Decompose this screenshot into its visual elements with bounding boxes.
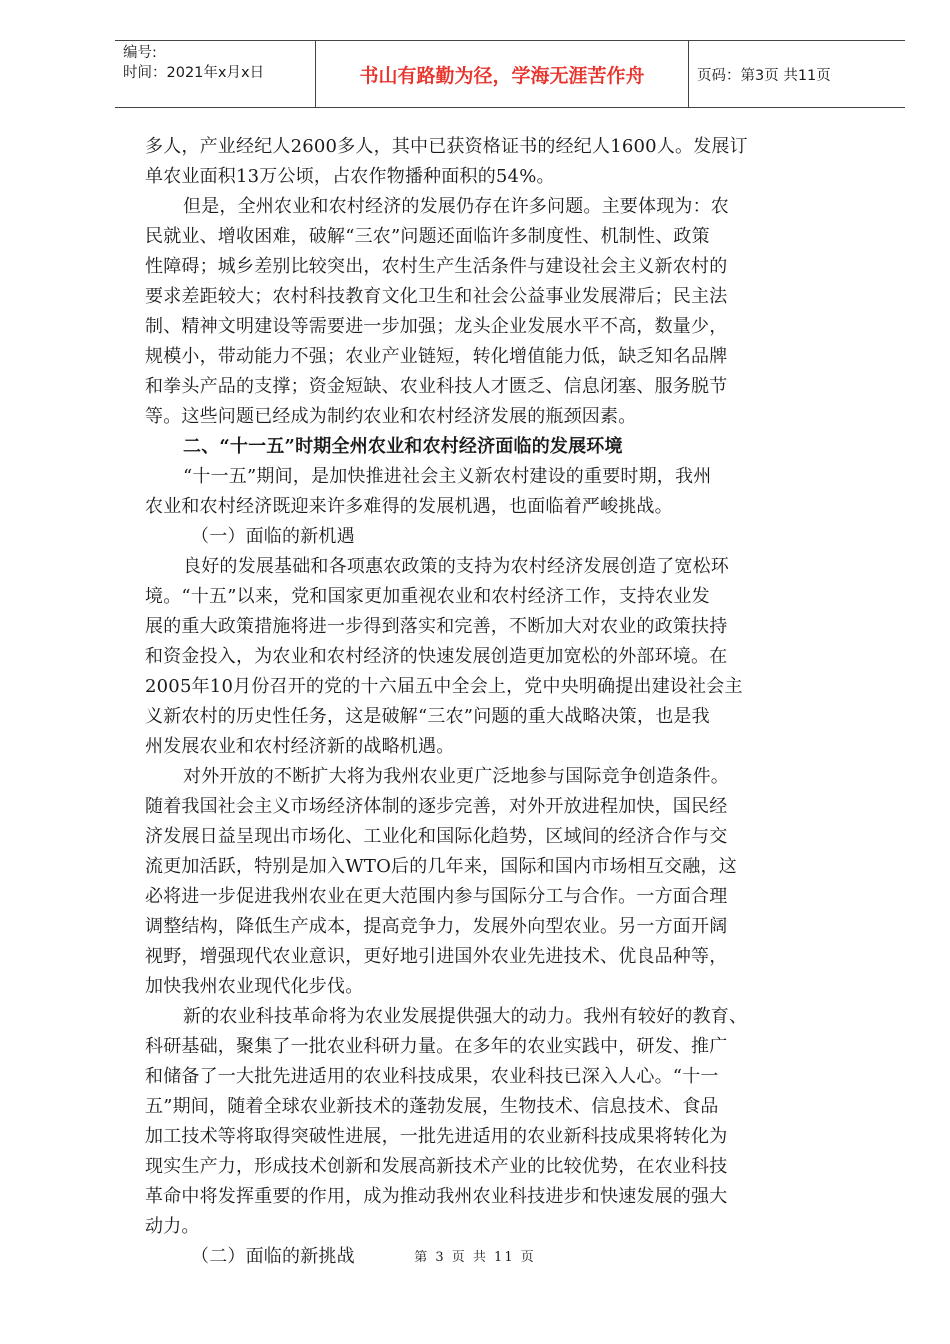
header-page-number: 页码：第3页 共11页	[697, 67, 831, 84]
body-text-line: 单农业面积13万公顷，占农作物播种面积的54%。	[145, 166, 555, 187]
header-motto: 书山有路勤为径，学海无涯苦作舟	[315, 41, 689, 107]
body-text-line: 和储备了一大批先进适用的农业科技成果，农业科技已深入人心。“十一	[145, 1066, 719, 1087]
body-text-line: 加快我州农业现代化步伐。	[145, 976, 364, 997]
document-number-label: 编号:	[123, 45, 157, 61]
body-text-line: 性障碍；城乡差别比较突出，农村生产生活条件与建设社会主义新农村的	[145, 256, 728, 277]
body-text-line: 等。这些问题已经成为制约农业和农村经济发展的瓶颈因素。	[145, 406, 637, 427]
document-time-label: 时间：2021年x月x日	[123, 65, 265, 81]
body-text-line: （二）面临的新挑战	[191, 1246, 355, 1267]
body-text-line: 五”期间，随着全球农业新技术的蓬勃发展，生物技术、信息技术、食品	[145, 1096, 719, 1117]
body-text-line: 流更加活跃，特别是加入WTO后的几年来，国际和国内市场相互交融，这	[145, 856, 737, 877]
body-text-line: 义新农村的历史性任务，这是破解“三农”问题的重大战略决策，也是我	[145, 706, 710, 727]
body-text-line: 视野，增强现代农业意识，更好地引进国外农业先进技术、优良品种等，	[145, 946, 728, 967]
body-text-line: 民就业、增收困难，破解“三农”问题还面临许多制度性、机制性、政策	[145, 226, 710, 247]
body-text-line: 规模小，带动能力不强；农业产业链短，转化增值能力低，缺乏知名品牌	[145, 346, 728, 367]
document-body	[145, 132, 825, 1272]
page-header	[115, 40, 905, 108]
body-text-line: 和资金投入，为农业和农村经济的快速发展创造更加宽松的外部环境。在	[145, 646, 728, 667]
body-text-line: 加工技术等将取得突破性进展，一批先进适用的农业新科技成果将转化为	[145, 1126, 728, 1147]
body-text-line: 展的重大政策措施将进一步得到落实和完善，不断加大对农业的政策扶持	[145, 616, 728, 637]
header-meta	[115, 41, 315, 107]
body-text-line: 但是，全州农业和农村经济的发展仍存在许多问题。主要体现为：农	[183, 196, 729, 217]
body-text-line: 要求差距较大；农村科技教育文化卫生和社会公益事业发展滞后；民主法	[145, 286, 728, 307]
body-text-line: 制、精神文明建设等需要进一步加强；龙头企业发展水平不高，数量少，	[145, 316, 728, 337]
body-text-line: 现实生产力，形成技术创新和发展高新技术产业的比较优势，在农业科技	[145, 1156, 728, 1177]
body-text-line: 动力。	[145, 1216, 200, 1237]
body-text-line: 农业和农村经济既迎来许多难得的发展机遇，也面临着严峻挑战。	[145, 496, 673, 517]
body-text-line: 济发展日益呈现出市场化、工业化和国际化趋势，区域间的经济合作与交	[145, 826, 728, 847]
body-text-line: 对外开放的不断扩大将为我州农业更广泛地参与国际竞争创造条件。	[183, 766, 729, 787]
page-footer: 第 3 页 共 11 页	[414, 1250, 536, 1265]
body-text-line: 良好的发展基础和各项惠农政策的支持为农村经济发展创造了宽松环	[183, 556, 729, 577]
section-heading: 二、“十一五”时期全州农业和农村经济面临的发展环境	[183, 436, 623, 457]
body-text-line: （一）面临的新机遇	[191, 526, 355, 547]
body-text-line: 随着我国社会主义市场经济体制的逐步完善，对外开放进程加快，国民经	[145, 796, 728, 817]
body-text-line: 境。“十五”以来，党和国家更加重视农业和农村经济工作，支持农业发	[145, 586, 710, 607]
body-text-line: 州发展农业和农村经济新的战略机遇。	[145, 736, 455, 757]
body-text-line: 调整结构，降低生产成本，提高竞争力，发展外向型农业。另一方面开阔	[145, 916, 728, 937]
body-text-line: 必将进一步促进我州农业在更大范围内参与国际分工与合作。一方面合理	[145, 886, 728, 907]
body-text-line: 新的农业科技革命将为农业发展提供强大的动力。我州有较好的教育、	[183, 1006, 748, 1027]
body-text-line: 革命中将发挥重要的作用，成为推动我州农业科技进步和快速发展的强大	[145, 1186, 728, 1207]
body-text-line: 多人，产业经纪人2600多人，其中已获资格证书的经纪人1600人。发展订	[145, 136, 748, 157]
body-text-line: “十一五”期间，是加快推进社会主义新农村建设的重要时期，我州	[183, 466, 712, 487]
body-text-line: 和拳头产品的支撑；资金短缺、农业科技人才匮乏、信息闭塞、服务脱节	[145, 376, 728, 397]
body-text-line: 科研基础，聚集了一批农业科研力量。在多年的农业实践中，研发、推广	[145, 1036, 728, 1057]
body-text-line: 2005年10月份召开的党的十六届五中全会上，党中央明确提出建设社会主	[145, 676, 743, 697]
